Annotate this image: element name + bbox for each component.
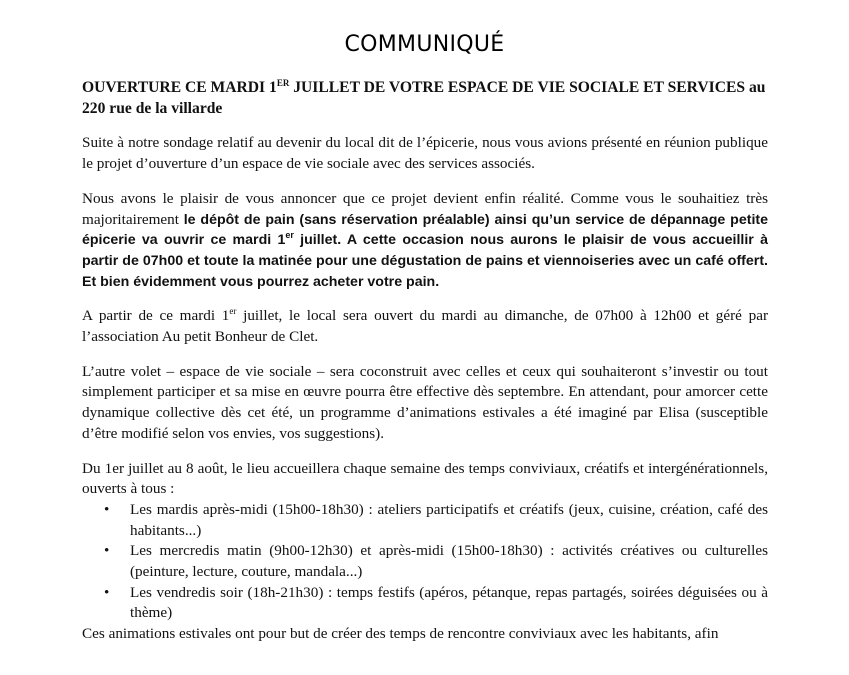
list-item-text: Les vendredis soir (18h-21h30) : temps festifs (apéros, pétanque, repas partagés, soirées déguisées ou à thème): [130, 583, 768, 622]
list-item: [82, 500, 768, 541]
headline-part-3: au 220 rue de la villarde: [82, 79, 766, 117]
list-item-text: Les mercredis matin (9h00-12h30) et après-midi (15h00-18h30) : activités créatives ou culturelles (peinture, lecture, couture, mandala...): [130, 542, 768, 581]
bullet-icon: •: [104, 542, 110, 560]
page-title: COMMUNIQUÉ: [344, 32, 505, 57]
activity-list: [82, 500, 768, 624]
paragraph-intro: Suite à notre sondage relatif au devenir du local dit de l’épicerie, nous vous avions présenté en réunion publique le projet d’ouverture d’un espace de vie sociale avec des services associés.: [82, 134, 768, 173]
headline: [82, 78, 768, 119]
headline-part-2: JUILLET DE VOTRE ESPACE DE VIE SOCIALE ET SERVICES: [289, 79, 746, 96]
paragraph-opening-hours: [82, 306, 768, 347]
headline-superscript: ER: [276, 78, 290, 88]
paragraph-announcement: [82, 189, 768, 293]
bullet-icon: •: [104, 500, 110, 518]
list-item-text: Les mardis après-midi (15h00-18h30) : ateliers participatifs et créatifs (jeux, cuisine, création, café des habitants...): [130, 500, 768, 539]
document-body: [82, 78, 768, 659]
announcement-bold-2: juillet. A cette occasion nous aurons le plaisir de vous accueillir à partir de 07h00 et toute la matinée pour une dégustation de pains et viennoiseries avec un café offert. Et bien évidemment vous pourrez acheter votre pain.: [82, 232, 768, 290]
announcement-text: Nous avons le plaisir de vous annoncer que ce projet devient enfin réalité. Comme vous le souhaitiez très majoritairement: [82, 189, 768, 228]
paragraph-closing: Ces animations estivales ont pour but de créer des temps de rencontre conviviaux avec les habitants, afin: [82, 625, 719, 643]
headline-part-1: OUVERTURE CE MARDI 1: [82, 79, 277, 96]
opening-hours-text-1: A partir de ce mardi 1: [82, 307, 230, 325]
paragraph-summer-program: Du 1er juillet au 8 août, le lieu accueillera chaque semaine des temps conviviaux, créatifs et intergénérationnels, ouverts à tous :: [82, 459, 768, 498]
list-item: [82, 583, 768, 624]
announcement-superscript: er: [285, 230, 294, 241]
opening-hours-superscript: er: [229, 306, 237, 317]
announcement-bold-1: le dépôt de pain (sans réservation préalable) ainsi qu’un service de dépannage petite épicerie va ouvrir ce mardi 1: [82, 211, 768, 249]
bullet-icon: •: [104, 583, 110, 601]
list-item: [82, 541, 768, 582]
opening-hours-text-2: juillet, le local sera ouvert du mardi au dimanche, de 07h00 à 12h00 et géré par l’association Au petit Bonheur de Clet.: [82, 307, 768, 346]
paragraph-social-space: L’autre volet – espace de vie sociale – sera coconstruit avec celles et ceux qui souhaiteront s’investir ou tout simplement participer et sa mise en œuvre pourra être effective dès septembre. En attendant, pour amorcer cette dynamique collective dès cet été, un programme d’animations estivales a été imaginé par Elisa (susceptible d’être modifié selon vos envies, vos suggestions).: [82, 362, 768, 442]
